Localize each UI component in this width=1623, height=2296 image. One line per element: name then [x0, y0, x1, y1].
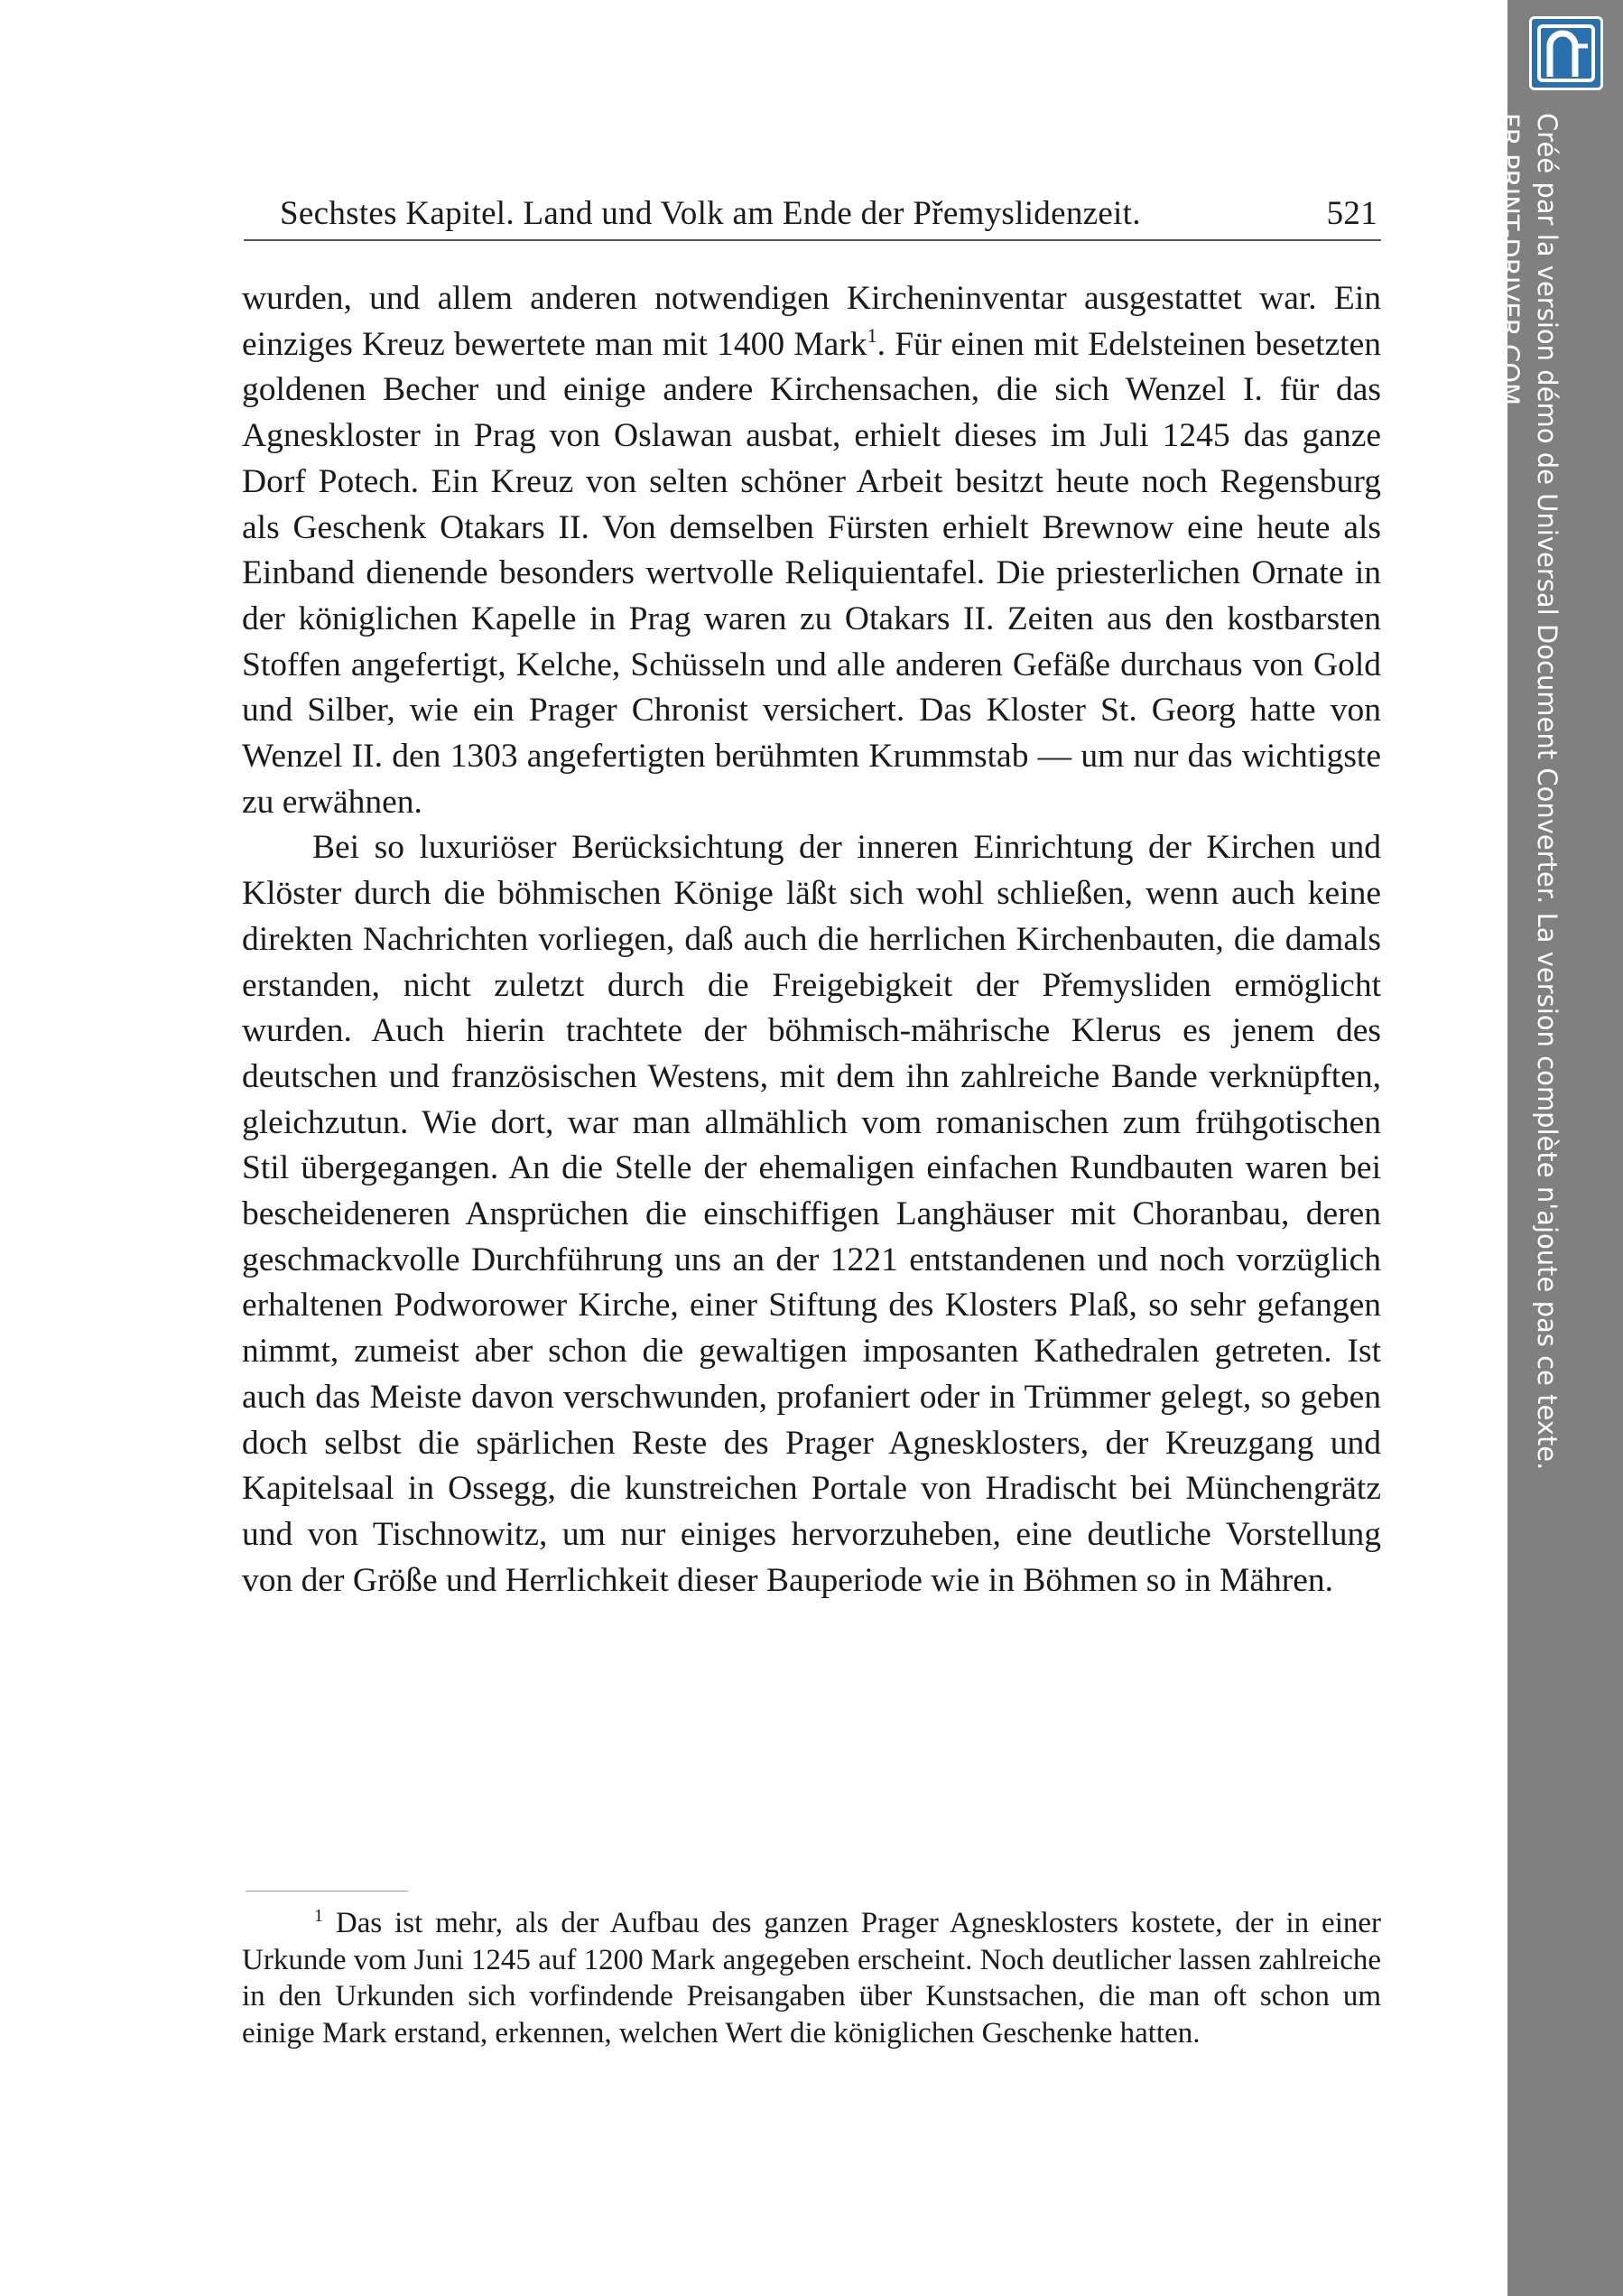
paragraph-1 [242, 276, 1381, 825]
footnote-text: Das ist mehr, als der Aufbau des ganzen Prager Agnesklosters kostete, der in einer Urkunde vom Juni 1245 auf 1200 Mark angegeben erscheint. Noch deutlicher lassen zahlreiche in den Urkunden sich vorfindende Preisangaben über Kunstsachen, die man oft schon um einige Mark erstand, erkennen, welchen Wert die königlichen Geschenke hatten. [242, 1907, 1381, 2050]
paragraph-1-part-1: wurden, und allem anderen notwendigen Kircheninventar ausgestattet war. Ein einziges Kreuz bewertete man mit 1400 Mark [242, 280, 1381, 363]
watermark-line-1: Créé par la version démo de Universal Document Converter. La version complète n'ajoute pas ce texte. [1532, 113, 1563, 1471]
page-number: 521 [1326, 195, 1377, 232]
running-header [280, 194, 1377, 233]
header-rule [244, 239, 1381, 241]
paragraph-1-part-2: . Für einen mit Edelsteinen besetzten goldenen Becher und einige andere Kirchensachen, die sich Wenzel I. für das Agneskloster in Prag von Oslawan ausbat, erhielt dieses im Juli 1245 das ganze Dorf Potech. Ein Kreuz von selten schöner Arbeit besitzt heute noch Regensburg als Geschenk Otakars II. Von demselben Fürsten erhielt Brewnow eine heute als Einband dienende besonders wertvolle Reliquientafel. Die priesterlichen Ornate in der königlichen Kapelle in Prag waren zu Otakars II. Zeiten aus den kostbarsten Stoffen angefertigt, Kelche, Schüsseln und alle anderen Gefäße durchaus von Gold und Silber, wie ein Prager Chronist versichert. Das Kloster St. Georg hatte von Wenzel II. den 1303 angefertigten berühmten Krummstab — um nur das wichtigste zu erwähnen. [242, 325, 1381, 821]
footnote-rule [246, 1891, 408, 1892]
body-text [242, 276, 1381, 1603]
footnote-marker: 1 [314, 1906, 323, 1926]
paragraph-2: Bei so luxuriöser Berücksichtung der inneren Einrichtung der Kirchen und Klöster durch die böhmischen Könige läßt sich wohl schließen, wenn auch keine direkten Nachrichten vorliegen, daß auch die herrlichen Kirchenbauten, die damals erstanden, nicht zuletzt durch die Freigebigkeit der Přemysliden ermöglicht wurden. Auch hierin trachtete der böhmisch-mährische Klerus es jenem des deutschen und französischen Westens, mit dem ihn zahlreiche Bande verknüpften, gleichzutun. Wie dort, war man allmählich vom romanischen zum frühgotischen Stil übergegangen. An die Stelle der ehemaligen einfachen Rundbauten waren bei bescheideneren Ansprüchen die einschiffigen Langhäuser mit Choranbau, deren geschmackvolle Durchführung uns an der 1221 entstandenen und noch vorzüglich erhaltenen Podworower Kirche, einer Stiftung des Klosters Plaß, so sehr gefangen nimmt, zumeist aber schon die gewaltigen imposanten Kathedralen getreten. Ist auch das Meiste davon verschwunden, profaniert oder in Trümmer gelegt, so geben doch selbst die spärlichen Reste des Prager Agnesklosters, der Kreuzgang und Kapitelsaal in Ossegg, die kunstreichen Portale von Hradischt bei Münchengrätz und von Tischnowitz, um nur einiges hervorzuheben, eine deutliche Vorstellung von der Größe und Herrlichkeit dieser Bauperiode wie in Böhmen so in Mähren. [242, 829, 1381, 1599]
footnote-reference: 1 [867, 323, 877, 347]
header-title: Sechstes Kapitel. Land und Volk am Ende der Přemyslidenzeit. [280, 195, 1141, 232]
udc-logo-icon [1529, 16, 1603, 90]
footnote [242, 1905, 1381, 2051]
footnote-text-block [242, 1905, 1381, 2051]
watermark-line-2: FR.PRINT-DRIVER.COM [1494, 113, 1525, 406]
